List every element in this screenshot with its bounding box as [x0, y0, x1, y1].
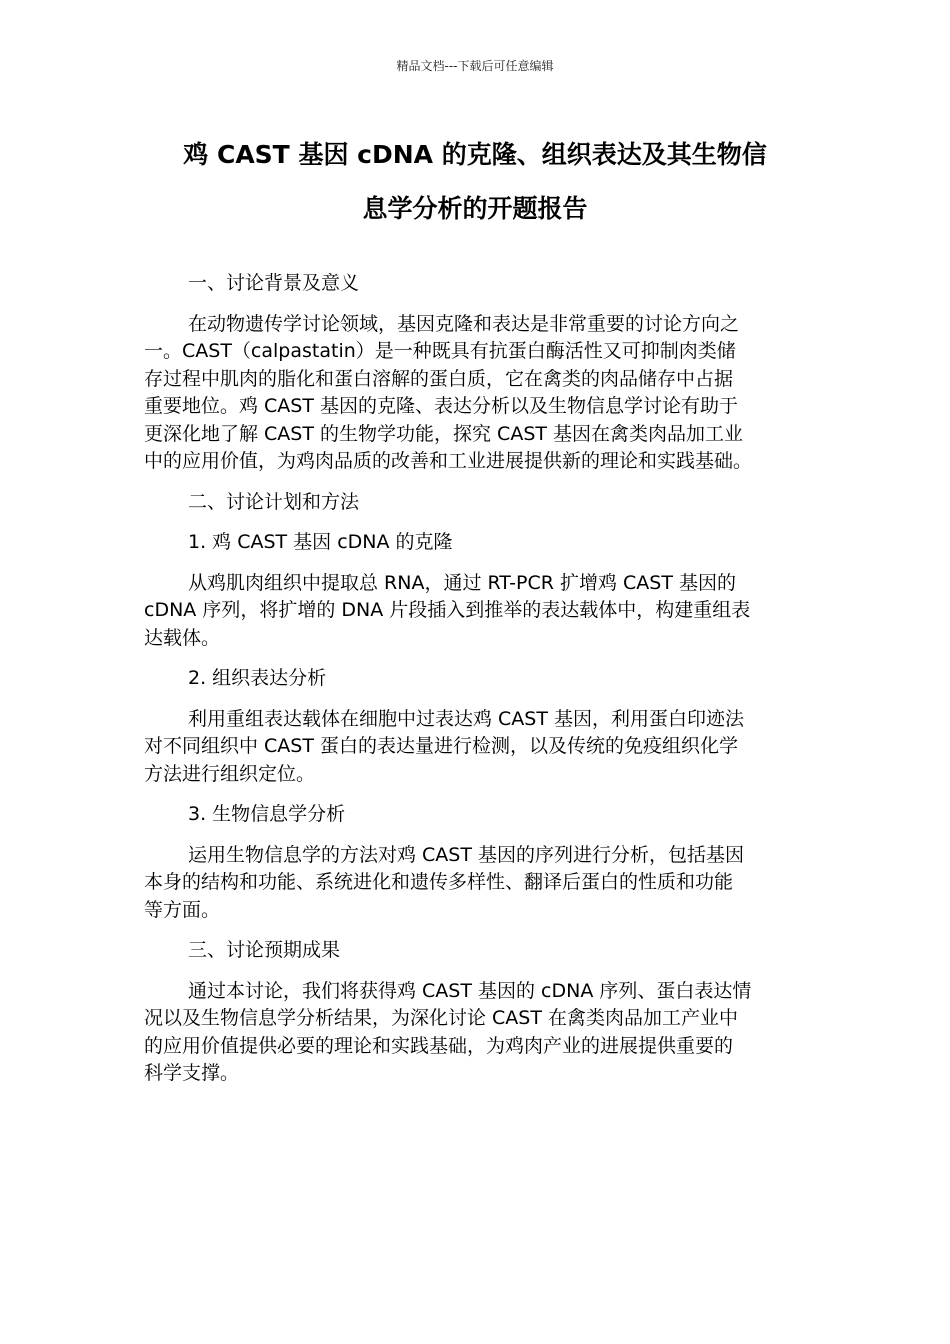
document-body — [144, 270, 804, 1101]
paragraph-outcomes — [144, 978, 804, 1088]
subsection-heading-cloning: 1. 鸡 CAST 基因 cDNA 的克隆 — [188, 531, 453, 553]
paragraph-line: 等方面。 — [144, 898, 221, 921]
section-heading-background: 一、讨论背景及意义 — [188, 272, 360, 294]
paragraph-line: 科学支撑。 — [144, 1062, 240, 1084]
paragraph-line: 从鸡肌肉组织中提取总 RNA，通过 RT-PCR 扩增鸡 CAST 基因的 — [188, 571, 737, 594]
paragraph-line: 一。CAST（calpastatin）是一种既具有抗蛋白酶活性又可抑制肉类储 — [144, 340, 736, 362]
page-header-note: 精品文档---下载后可任意编辑 — [396, 59, 554, 73]
paragraph-line: 运用生物信息学的方法对鸡 CAST 基因的序列进行分析，包括基因 — [188, 843, 745, 866]
section-heading-outcomes: 三、讨论预期成果 — [188, 939, 341, 961]
paragraph-bioinformatics — [144, 842, 804, 925]
document-title — [120, 128, 830, 236]
paragraph-line: 通过本讨论，我们将获得鸡 CAST 基因的 cDNA 序列、蛋白表达情 — [188, 979, 752, 1002]
paragraph-expression — [144, 706, 804, 789]
paragraph-line: 的应用价值提供必要的理论和实践基础，为鸡肉产业的进展提供重要的 — [144, 1034, 734, 1057]
paragraph-line: 在动物遗传学讨论领域，基因克隆和表达是非常重要的讨论方向之 — [188, 312, 740, 335]
paragraph-line: 利用重组表达载体在细胞中过表达鸡 CAST 基因，利用蛋白印迹法 — [188, 707, 745, 730]
paragraph-line: cDNA 序列，将扩增的 DNA 片段插入到推举的表达载体中，构建重组表 — [144, 599, 751, 621]
paragraph-line: 对不同组织中 CAST 蛋白的表达量进行检测，以及传统的免疫组织化学 — [144, 735, 739, 757]
title-line-2: 息学分析的开题报告 — [362, 194, 588, 223]
paragraph-line: 更深化地了解 CAST 的生物学功能，探究 CAST 基因在禽类肉品加工业 — [144, 422, 744, 445]
paragraph-background — [144, 311, 804, 476]
paragraph-line: 本身的结构和功能、系统进化和遗传多样性、翻译后蛋白的性质和功能 — [144, 871, 734, 893]
subsection-heading-bioinformatics: 3. 生物信息学分析 — [188, 803, 346, 825]
paragraph-cloning — [144, 570, 804, 653]
section-heading-plan: 二、讨论计划和方法 — [188, 490, 360, 513]
paragraph-line: 方法进行组织定位。 — [144, 762, 316, 785]
paragraph-line: 中的应用价值，为鸡肉品质的改善和工业进展提供新的理论和实践基础。 — [144, 450, 753, 472]
paragraph-line: 存过程中肌肉的脂化和蛋白溶解的蛋白质，它在禽类的肉品储存中占据 — [144, 367, 734, 390]
title-line-1: 鸡 CAST 基因 cDNA 的克隆、组织表达及其生物信 — [183, 140, 767, 169]
paragraph-line: 达载体。 — [144, 626, 221, 649]
subsection-heading-expression: 2. 组织表达分析 — [188, 667, 327, 689]
paragraph-line: 重要地位。鸡 CAST 基因的克隆、表达分析以及生物信息学讨论有助于 — [144, 395, 739, 417]
paragraph-line: 况以及生物信息学分析结果，为深化讨论 CAST 在禽类肉品加工产业中 — [144, 1007, 739, 1029]
